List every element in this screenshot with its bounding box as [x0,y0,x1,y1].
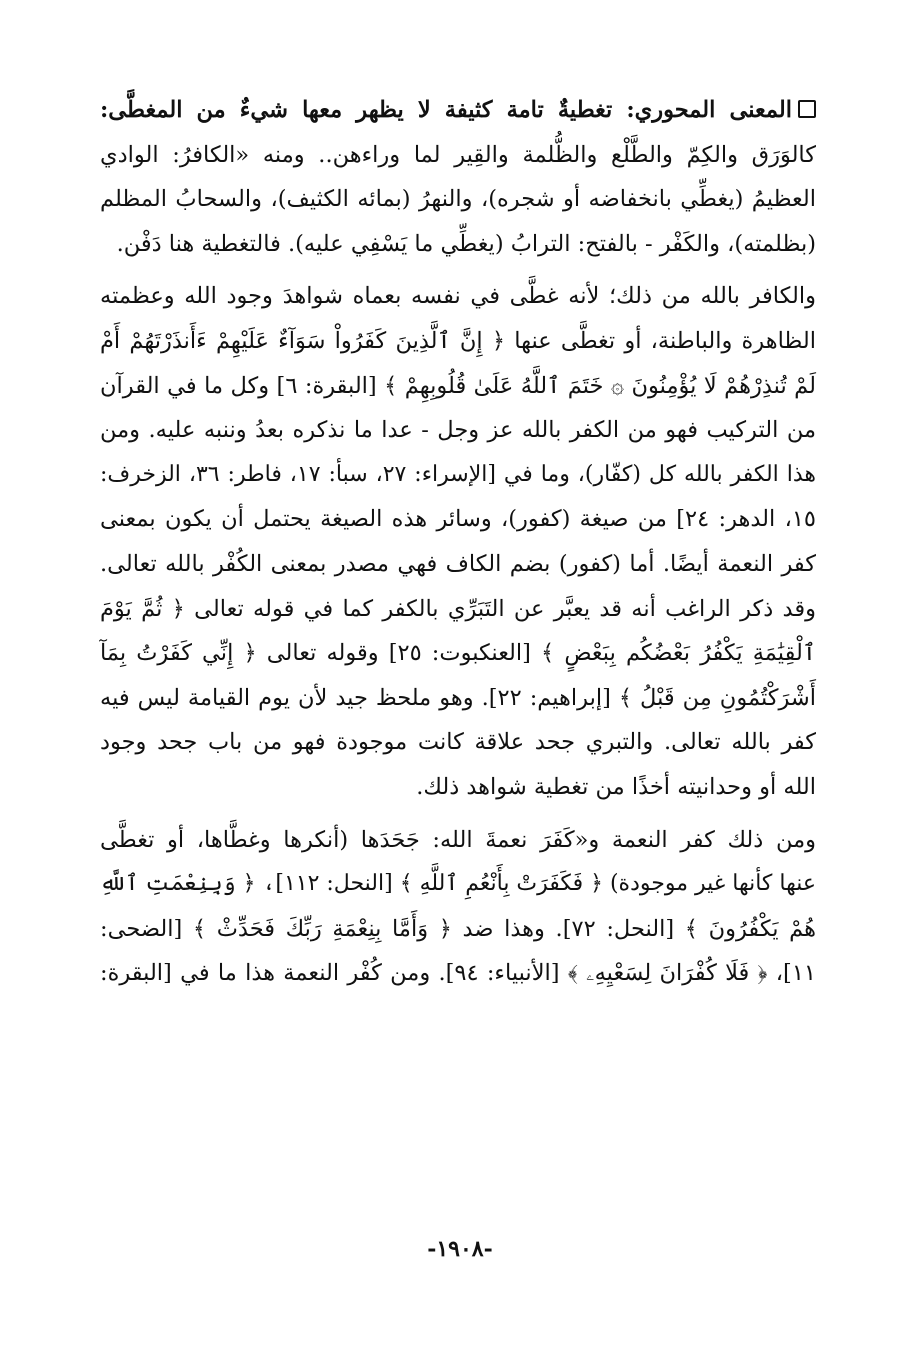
text-line: كالوَرَق والكِمّ والطَّلْع والظُّلمة والقِير لما وراءهن.. ومنه «الكافرُ: الوادي [100,141,816,168]
text-line: من التركيب فهو من الكفر بالله عز وجل - عدا ما نذكره بعدُ وننبه عليه. ومن [100,417,816,444]
text-line: عنها كأنها غير موجودة) ﴿ فَكَفَرَتْ بِأَنْعُمِ ٱللَّهِ ﴾ [النحل: ١١٢]، ﴿ وَبِنِعْمَتِ ٱللَّهِ [99,871,816,897]
text-line: العظيمُ (يغطِّي بانخفاضه أو شجره)، والنهرُ (بمائه الكثيف)، والسحابُ المظلم [100,186,816,213]
text-line: أَشْرَكْتُمُونِ مِن قَبْلُ ﴾ [إبراهيم: ٢٢]. وهو ملحظ جيد لأن يوم القيامة ليس فيه [100,684,816,711]
text-line: ١١]، ﴿ فَلَا كُفْرَانَ لِسَعْيِهِۦ ﴾ [الأنبياء: ٩٤]. ومن كُفْر النعمة هذا ما في [البقرة: [100,960,816,987]
text-line [100,88,816,133]
text-line: ٱلْقِيَٰمَةِ يَكْفُرُ بَعْضُكُم بِبَعْضٍ ﴾ [العنكبوت: ٢٥] وقوله تعالى ﴿ إِنِّي كَفَرْتُ بِمَآ [100,640,816,667]
text-line: هُمْ يَكْفُرُونَ ﴾ [النحل: ٧٢]. وهذا ضد ﴿ وَأَمَّا بِنِعْمَةِ رَبِّكَ فَحَدِّثْ ﴾ [الضحى: [100,915,816,942]
text-line: لَمْ تُنذِرْهُمْ لَا يُؤْمِنُونَ ۞ خَتَمَ ٱللَّهُ عَلَىٰ قُلُوبِهِمْ ﴾ [البقرة: ٦] وكل ما في القرآن [100,372,816,399]
paragraph-core-meaning [100,88,816,266]
page-number: -١٩٠٨- [427,1236,493,1262]
paragraph-kufr-billah [100,274,816,809]
text-line: وقد ذكر الراغب أنه قد يعبَّر عن التَبَرِّي بالكفر كما في قوله تعالى ﴿ ثُمَّ يَوْمَ [100,595,816,622]
line-text: المعنى المحوري: تغطيةٌ تامة كثيفة لا يظهر معها شيءٌ من المغطَّى: [100,97,792,123]
text-line: والكافر بالله من ذلك؛ لأنه غطَّى في نفسه بعماه شواهدَ وجود الله وعظمته [100,283,816,310]
text-line: الظاهرة والباطنة، أو تغطَّى عنها ﴿ إِنَّ ٱلَّذِينَ كَفَرُواْ سَوَآءٌ عَلَيْهِمْ ءَأَنذَرْتَهُمْ أَمْ [100,327,816,354]
text-line: ١٥، الدهر: ٢٤] من صيغة (كفور)، وسائر هذه الصيغة يحتمل أن يكون بمعنى [100,506,816,533]
text-line: كفر بالله تعالى. والتبري جحد علاقة كانت موجودة فهو من باب جحد وجود [100,729,816,756]
text-line: هذا الكفر بالله كل (كفّار)، وما في [الإسراء: ٢٧، سبأ: ١٧، فاطر: ٣٦، الزخرف: [100,461,817,487]
text-line: ومن ذلك كفر النعمة و«كَفَرَ نعمةَ الله: جَحَدَها (أنكرها وغطَّاها، أو تغطَّى [100,826,816,853]
page-body [100,88,816,996]
square-bullet-icon [798,100,816,118]
text-line: الله أو وحدانيته أخذًا من تغطية شواهد ذلك. [416,773,816,800]
paragraph-kufr-nima [100,818,816,996]
text-line: كفر النعمة أيضًا. أما (كفور) بضم الكاف فهي مصدر بمعنى الكُفْر بالله تعالى. [100,550,816,577]
text-line: (بظلمته)، والكَفْر - بالفتح: الترابُ (يغطِّي ما يَسْفِي عليه). فالتغطية هنا دَفْن. [116,230,816,257]
